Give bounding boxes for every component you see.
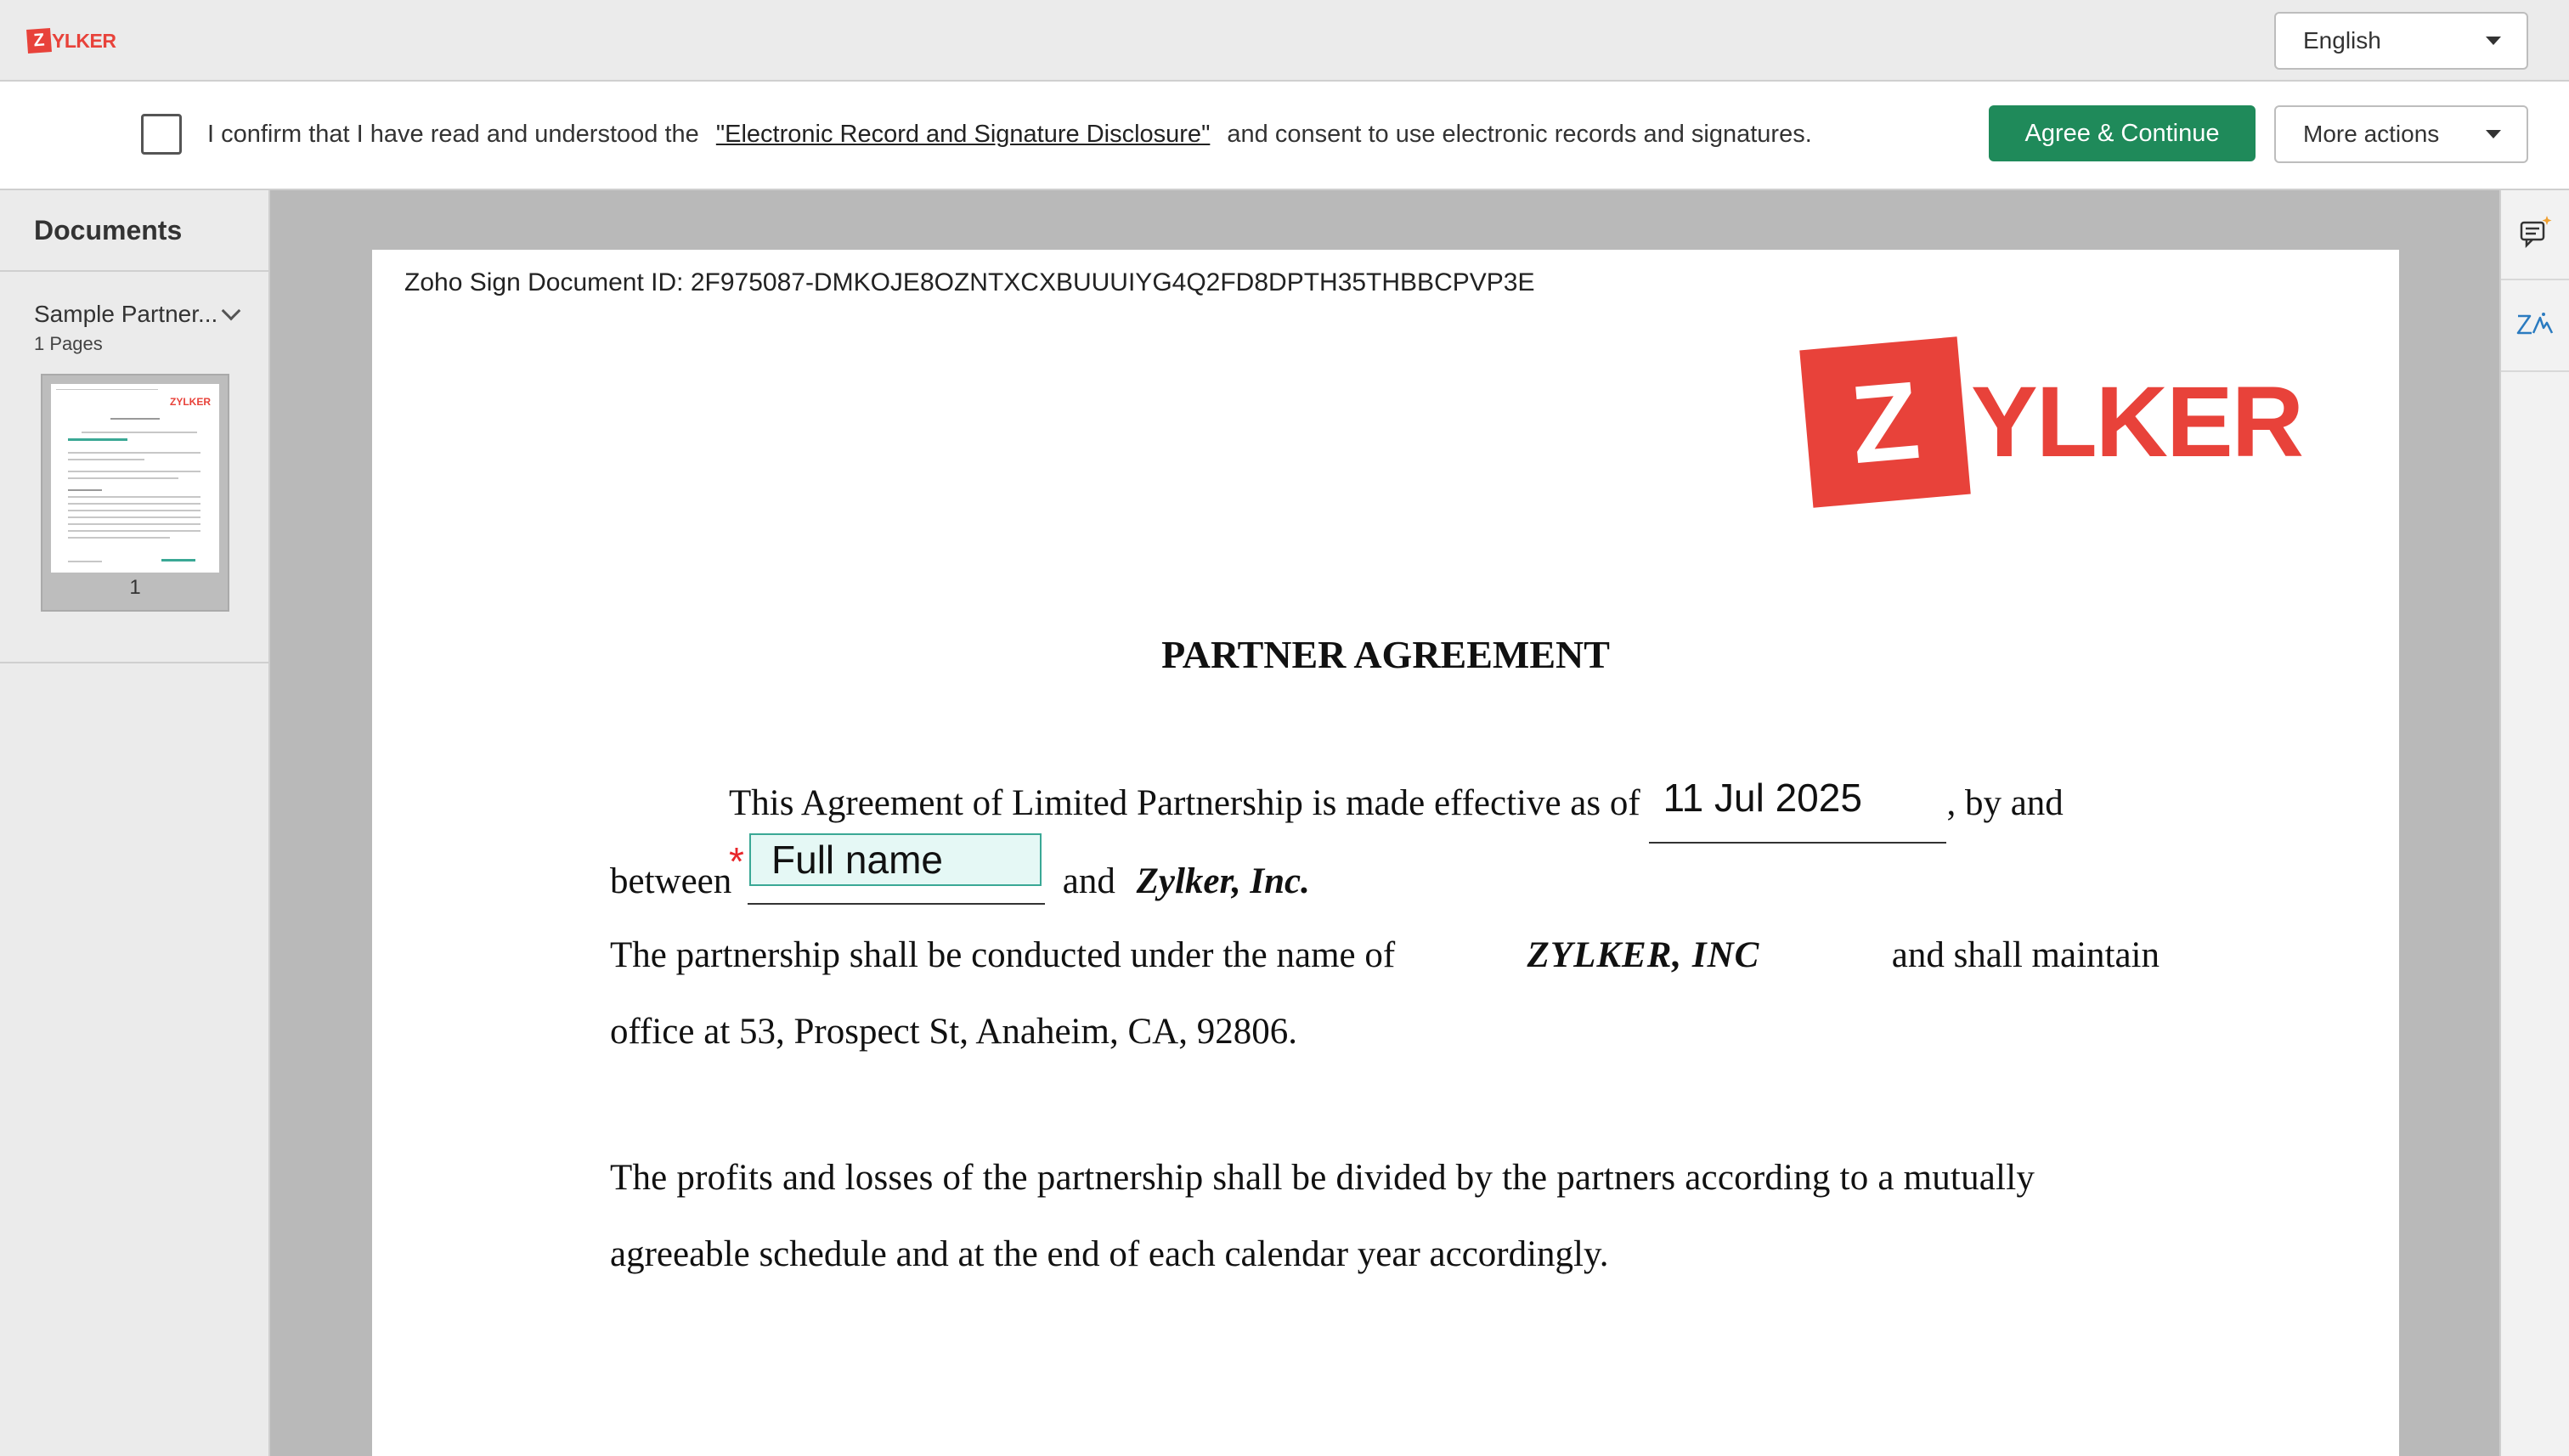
thumbnail-logo: ZYLKER bbox=[170, 396, 211, 408]
thumbnail-preview bbox=[51, 384, 219, 573]
document-logo bbox=[1806, 343, 2302, 501]
para2-before: The partnership shall be conducted under the name of bbox=[610, 935, 1396, 975]
chevron-down-icon bbox=[2486, 37, 2501, 45]
sign-button[interactable] bbox=[2501, 282, 2569, 372]
effective-date-value: 11 Jul 2025 bbox=[1663, 776, 1862, 820]
effective-date-field[interactable] bbox=[1649, 763, 1946, 844]
right-tool-rail bbox=[2499, 190, 2569, 1456]
consent-statement bbox=[207, 121, 1812, 149]
consent-text-after: and consent to use electronic records and signatures. bbox=[1227, 121, 1812, 148]
chevron-down-icon[interactable] bbox=[222, 302, 241, 321]
effective-date-paragraph bbox=[610, 763, 2160, 920]
document-page-count: 1 Pages bbox=[34, 333, 103, 354]
para3-line1: The profits and losses of the partnership shall be divided by the partners according to a mutually bbox=[610, 1158, 2035, 1198]
consent-text-before: I confirm that I have read and understood the bbox=[207, 121, 699, 148]
language-select-value: English bbox=[2303, 27, 2381, 54]
para1-by-and: , by and bbox=[1946, 783, 2064, 823]
more-actions-dropdown[interactable] bbox=[2274, 105, 2528, 163]
agree-continue-button[interactable]: Agree & Continue bbox=[1989, 105, 2256, 161]
comments-icon bbox=[2516, 214, 2554, 256]
document-title: PARTNER AGREEMENT bbox=[1161, 633, 1610, 676]
document-viewer[interactable] bbox=[270, 190, 2499, 1456]
document-logo-mark: Z bbox=[1799, 336, 1971, 508]
brand-logo bbox=[27, 28, 116, 54]
top-bar bbox=[0, 0, 2569, 82]
sidebar-title: Documents bbox=[0, 190, 268, 272]
para2-after: and shall maintain bbox=[1891, 935, 2160, 975]
document-entry[interactable] bbox=[34, 301, 255, 355]
thumbnail-page-number: 1 bbox=[129, 576, 141, 599]
consent-checkbox[interactable] bbox=[141, 114, 182, 155]
profits-paragraph bbox=[610, 1140, 2160, 1293]
full-name-field-wrapper bbox=[729, 838, 1045, 905]
para2-address: office at 53, Prospect St, Anaheim, CA, 92806. bbox=[610, 1012, 1297, 1052]
company-name: Zylker, Inc. bbox=[1136, 861, 1310, 901]
page-thumbnail[interactable] bbox=[41, 374, 229, 612]
document-name: Sample Partner... bbox=[34, 301, 218, 327]
para1-and: and bbox=[1062, 861, 1115, 901]
brand-logo-text: YLKER bbox=[52, 29, 116, 52]
para1-between: between bbox=[610, 861, 732, 901]
document-id: Zoho Sign Document ID: 2F975087-DMKOJE8OZNTXCXBUUUIYG4Q2FD8DPTH35THBBCPVP3E bbox=[404, 268, 1535, 296]
partnership-name-paragraph bbox=[610, 917, 2160, 1070]
para3-line2: agreeable schedule and at the end of each calendar year accordingly. bbox=[610, 1234, 1609, 1274]
para1-intro: This Agreement of Limited Partnership is made effective as of bbox=[729, 783, 1640, 823]
sidebar-divider bbox=[0, 662, 270, 663]
partnership-name: ZYLKER, INC bbox=[1527, 935, 1760, 975]
language-select[interactable] bbox=[2274, 12, 2528, 70]
document-logo-text: YLKER bbox=[1971, 366, 2302, 478]
documents-sidebar bbox=[0, 190, 270, 1456]
sign-icon bbox=[2515, 308, 2555, 346]
full-name-field[interactable]: Full name bbox=[749, 833, 1042, 886]
required-marker: * bbox=[729, 839, 744, 883]
comments-button[interactable] bbox=[2501, 190, 2569, 280]
document-page bbox=[372, 250, 2399, 1456]
brand-logo-mark: Z bbox=[26, 28, 52, 54]
chevron-down-icon bbox=[2486, 130, 2501, 138]
more-actions-label: More actions bbox=[2303, 121, 2440, 147]
disclosure-link[interactable]: "Electronic Record and Signature Disclosure" bbox=[715, 121, 1211, 148]
consent-bar bbox=[0, 82, 2569, 190]
